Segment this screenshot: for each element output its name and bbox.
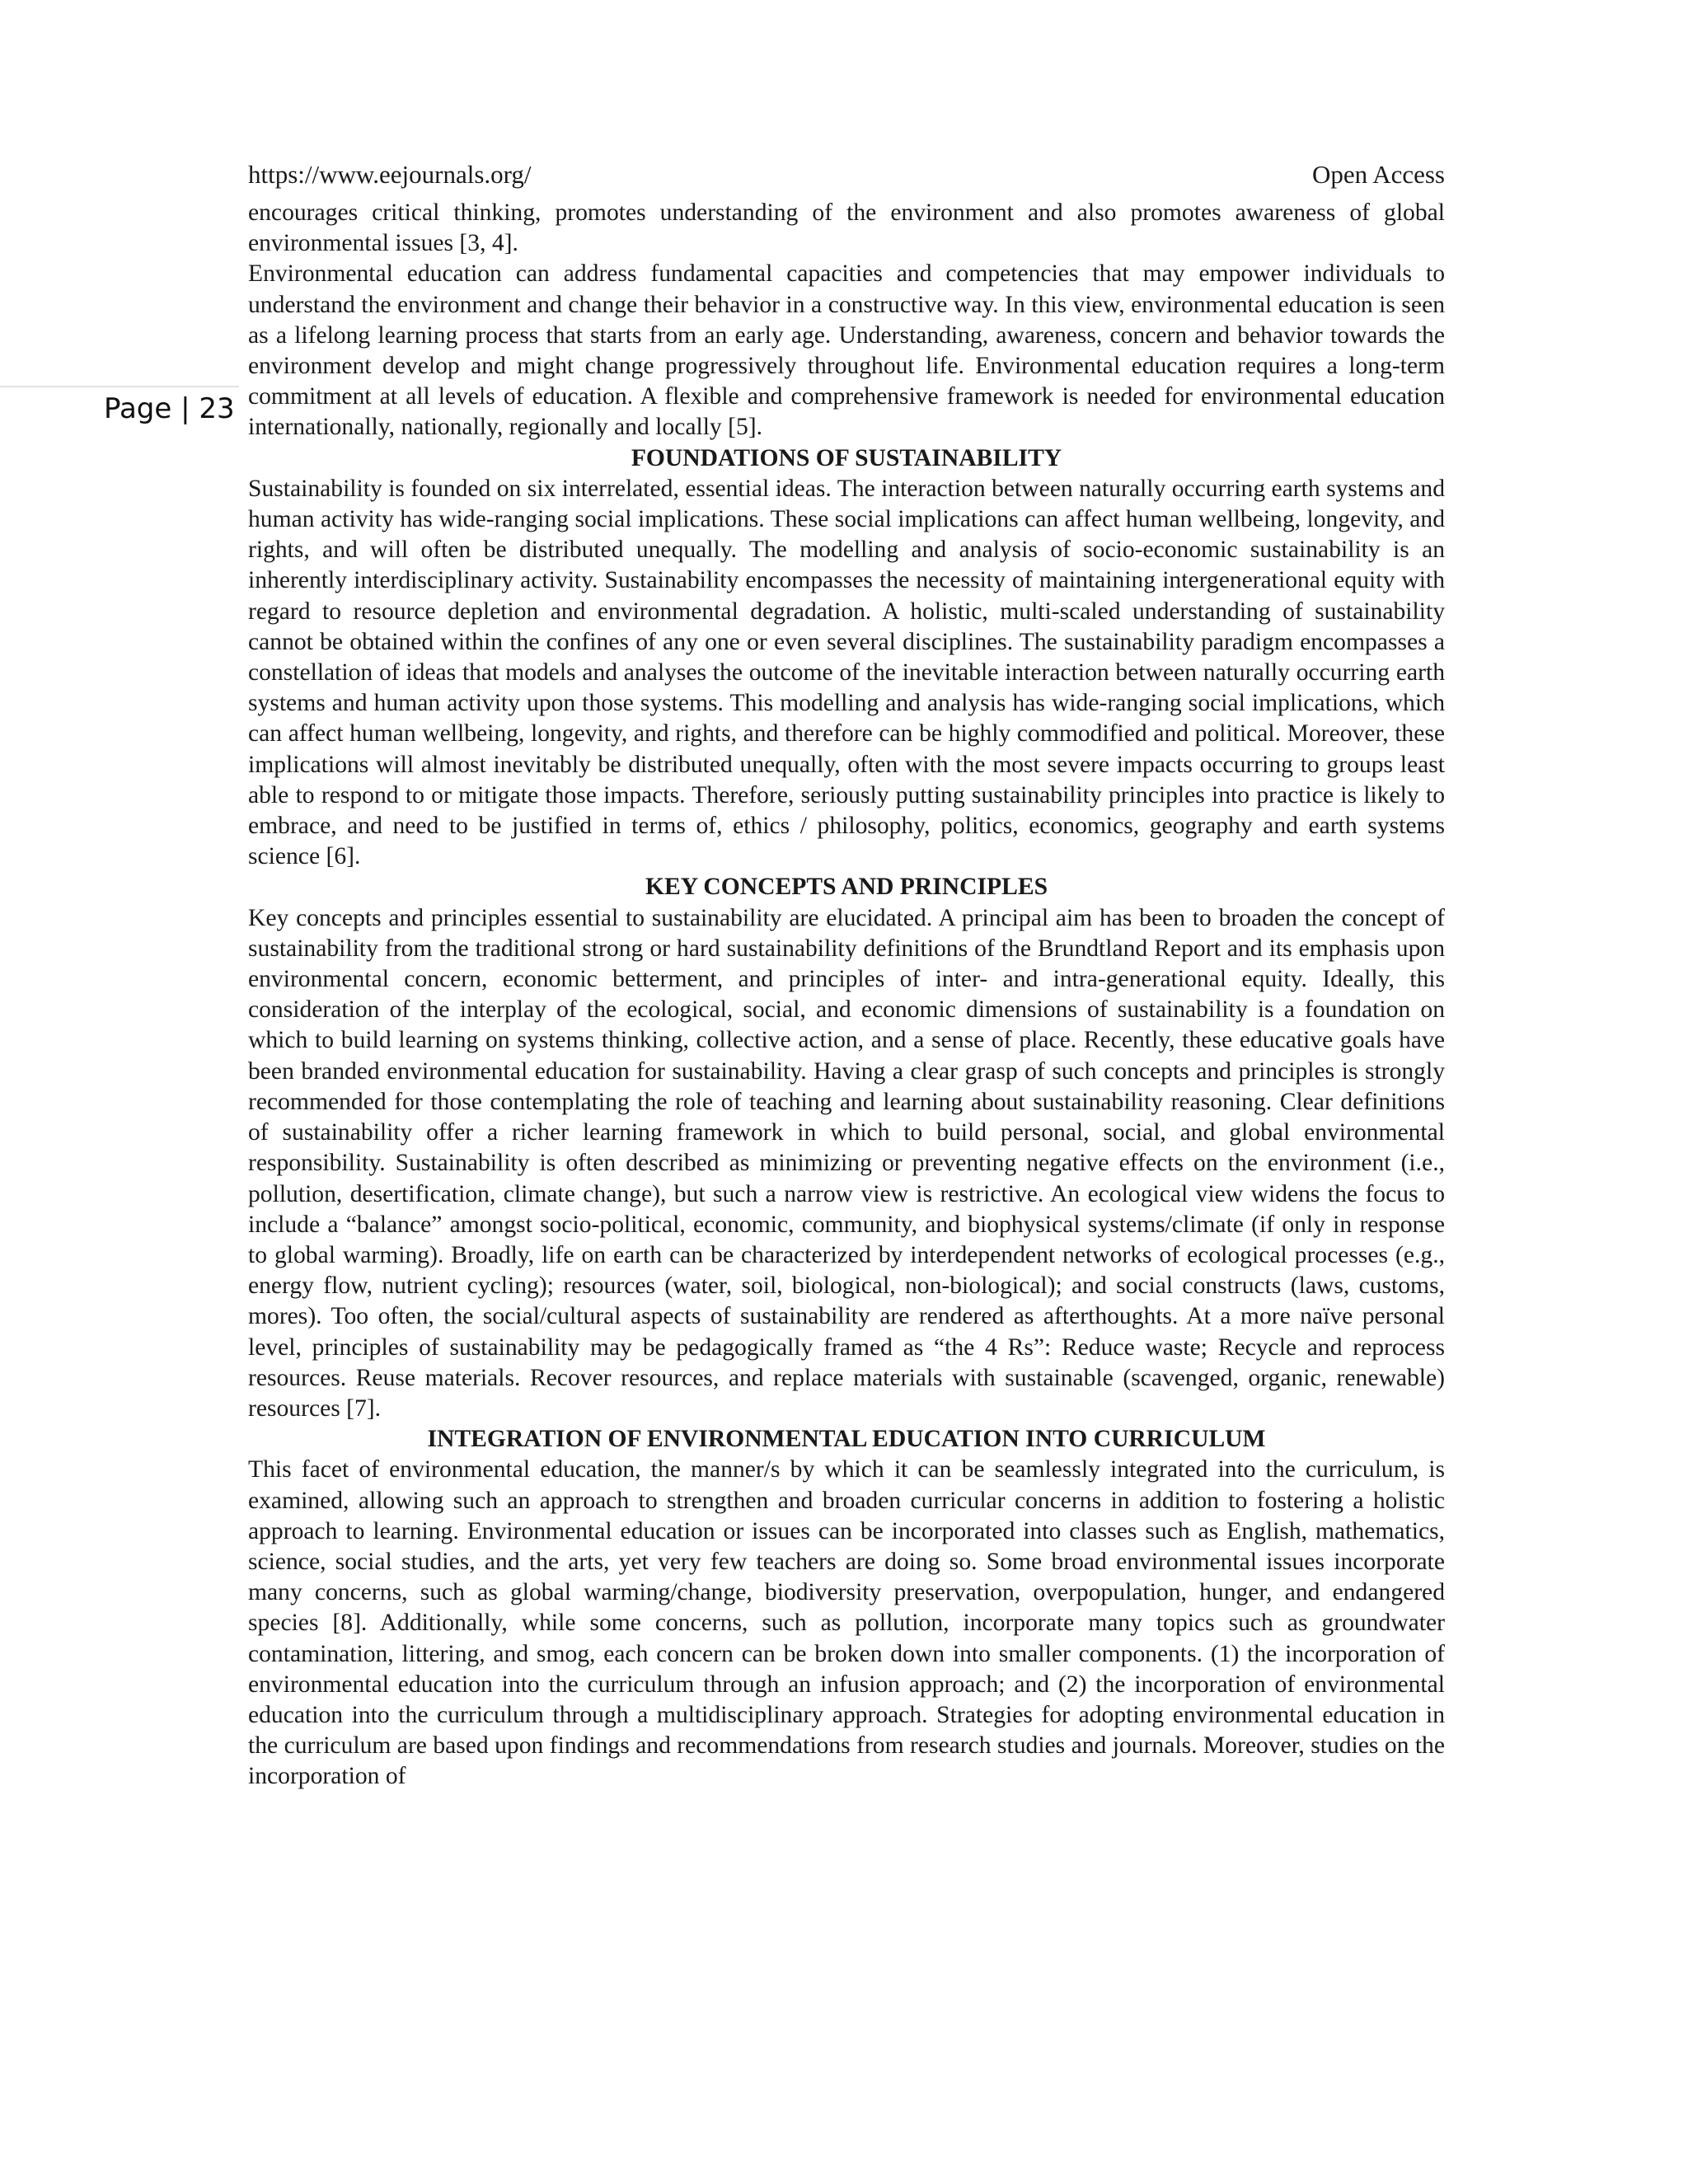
running-header <box>248 158 1445 191</box>
section-heading-foundations: FOUNDATIONS OF SUSTAINABILITY <box>631 444 1062 471</box>
paragraph-foundations: Sustainability is founded on six interrelated, essential ideas. The interaction between naturally occurring earth systems and human activity has wide-ranging social implications. These social implications can affect human wellbeing, longevity, and rights, and will often be distributed unequally. The modelling and analysis of socio-economic sustainability is an inherently interdisciplinary activity. Sustainability encompasses the necessity of maintaining intergenerational equity with regard to resource depletion and environmental degradation. A holistic, multi-scaled understanding of sustainability cannot be obtained within the confines of any one or even several disciplines. The sustainability paradigm encompasses a constellation of ideas that models and analyses the outcome of the inevitable interaction between naturally occurring earth systems and human activity upon those systems. This modelling and analysis has wide-ranging social implications, which can affect human wellbeing, longevity, and rights, and therefore can be highly commodified and political. Moreover, these implications will almost inevitably be distributed unequally, often with the most severe impacts occurring to groups least able to respond to or mitigate those impacts. Therefore, seriously putting sustainability principles into practice is likely to embrace, and need to be justified in terms of, ethics / philosophy, politics, economics, geography and earth systems science [6]. <box>248 475 1445 870</box>
article-body <box>248 198 1445 1793</box>
paragraph-integration: This facet of environmental education, the manner/s by which it can be seamlessly integrated into the curriculum, is examined, allowing such an approach to strengthen and broaden curricular concerns in addition to fostering a holistic approach to learning. Environmental education or issues can be incorporated into classes such as English, mathematics, science, social studies, and the arts, yet very few teachers are doing so. Some broad environmental issues incorporate many concerns, such as global warming/change, biodiversity preservation, overpopulation, hunger, and endangered species [8]. Additionally, while some concerns, such as pollution, incorporate many topics such as groundwater contamination, littering, and smog, each concern can be broken down into smaller components. (1) the incorporation of environmental education into the curriculum through an infusion approach; and (2) the incorporation of environmental education into the curriculum through a multidisciplinary approach. Strategies for adopting environmental education in the curriculum are based upon findings and recommendations from research studies and journals. Moreover, studies on the incorporation of <box>248 1456 1445 1790</box>
page-label-divider <box>0 386 239 387</box>
section-heading-integration: INTEGRATION OF ENVIRONMENTAL EDUCATION INTO CURRICULUM <box>427 1426 1266 1453</box>
journal-url: https://www.eejournals.org/ <box>248 160 532 189</box>
section-heading-key-concepts: KEY CONCEPTS AND PRINCIPLES <box>645 874 1048 901</box>
open-access-label: Open Access <box>1312 160 1445 189</box>
paragraph-continuation: encourages critical thinking, promotes understanding of the environment and also promotes awareness of global environmental issues [3, 4]. <box>248 199 1445 257</box>
paragraph-environmental-education: Environmental education can address fundamental capacities and competencies that may empower individuals to understand the environment and change their behavior in a constructive way. In this view, environmental education is seen as a lifelong learning process that starts from an early age. Understanding, awareness, concern and behavior towards the environment develop and might change progressively throughout life. Environmental education requires a long-term commitment at all levels of education. A flexible and comprehensive framework is needed for environmental education internationally, nationally, regionally and locally [5]. <box>248 260 1445 441</box>
page-number-label: Page | 23 <box>104 392 235 425</box>
paragraph-key-concepts: Key concepts and principles essential to sustainability are elucidated. A principal aim has been to broaden the concept of sustainability from the traditional strong or hard sustainability definitions of the Brundtland Report and its emphasis upon environmental concern, economic betterment, and principles of inter- and intra-generational equity. Ideally, this consideration of the interplay of the ecological, social, and economic dimensions of sustainability is a foundation on which to build learning on systems thinking, collective action, and a sense of place. Recently, these educative goals have been branded environmental education for sustainability. Having a clear grasp of such concepts and principles is strongly recommended for those contemplating the role of teaching and learning about sustainability reasoning. Clear definitions of sustainability offer a richer learning framework in which to build personal, social, and global environmental responsibility. Sustainability is often described as minimizing or preventing negative effects on the environment (i.e., pollution, desertification, climate change), but such a narrow view is restrictive. An ecological view widens the focus to include a “balance” amongst socio-political, economic, community, and biophysical systems/climate (if only in response to global warming). Broadly, life on earth can be characterized by interdependent networks of ecological processes (e.g., energy flow, nutrient cycling); resources (water, soil, biological, non-biological); and social constructs (laws, customs, mores). Too often, the social/cultural aspects of sustainability are rendered as afterthoughts. At a more naïve personal level, principles of sustainability may be pedagogically framed as “the 4 Rs”: Reduce waste; Recycle and reprocess resources. Reuse materials. Recover resources, and replace materials with sustainable (scavenged, organic, renewable) resources [7]. <box>248 904 1445 1422</box>
